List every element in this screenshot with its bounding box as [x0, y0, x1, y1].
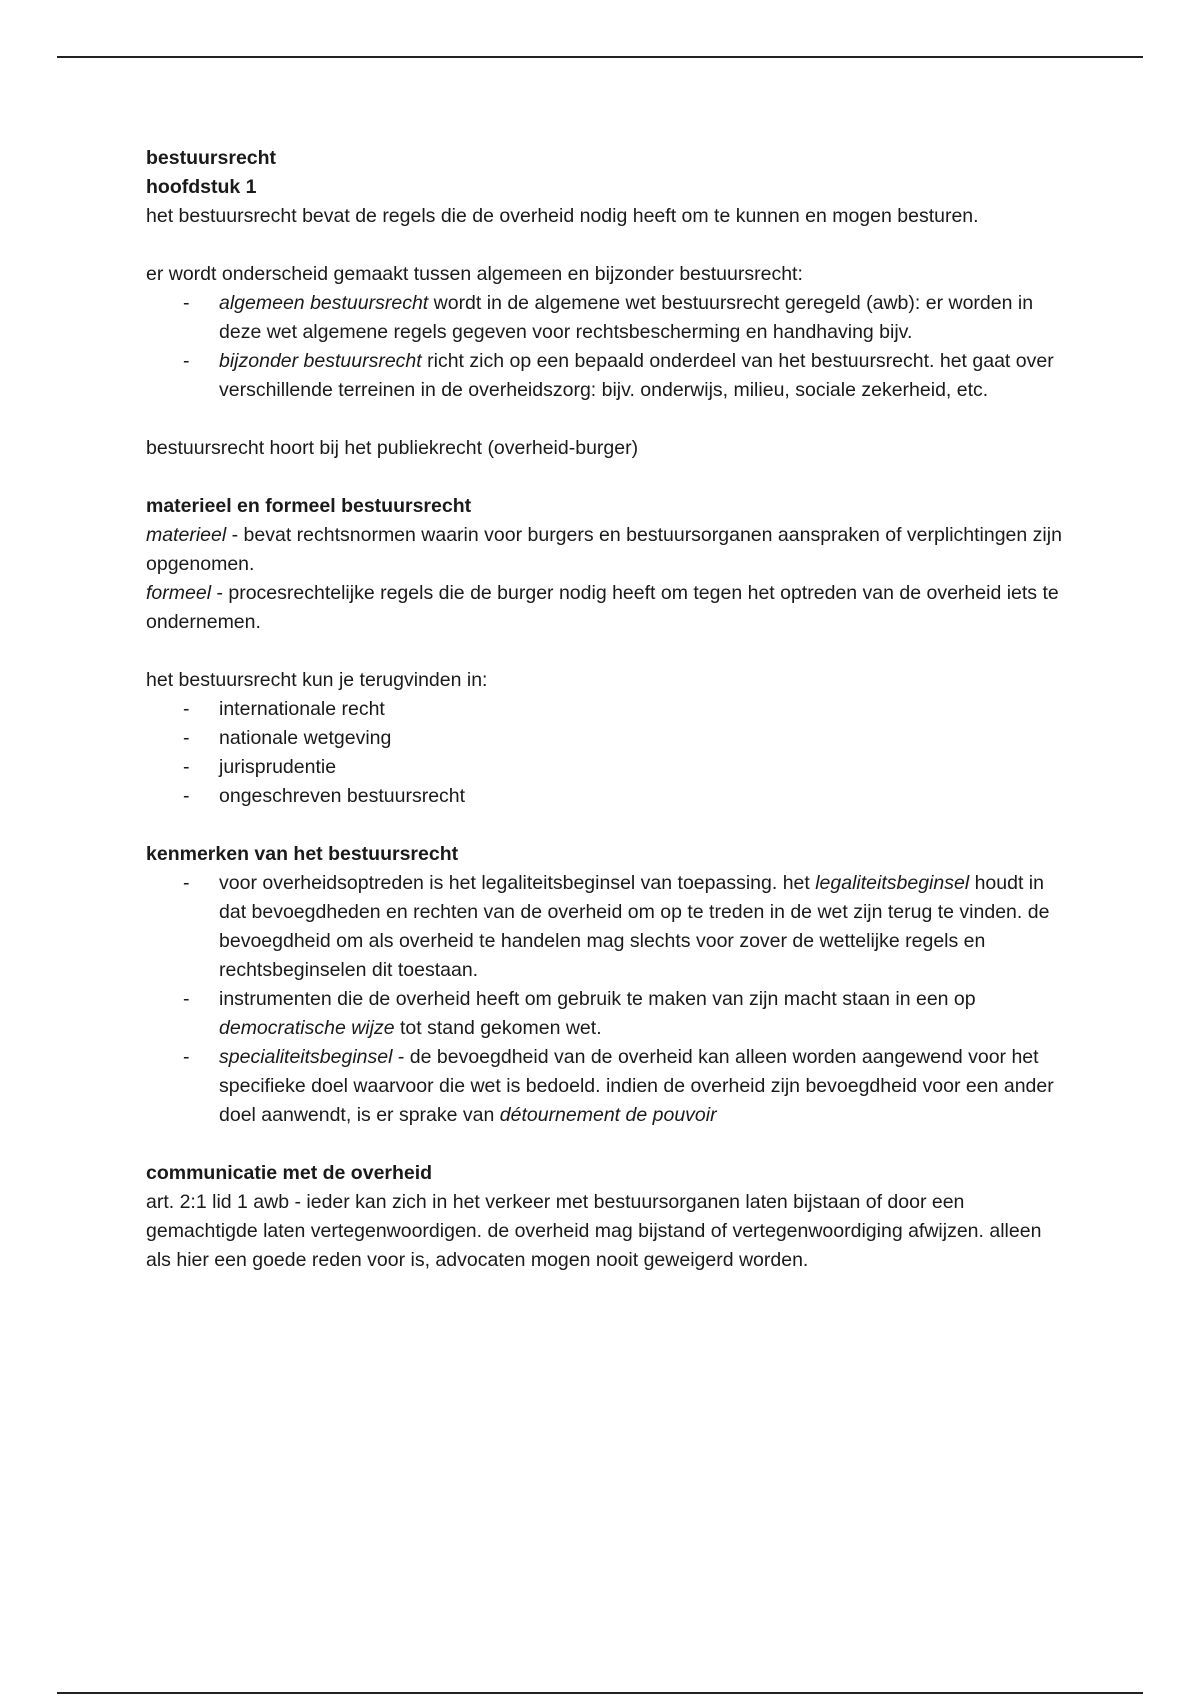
term-legaliteitsbeginsel: legaliteitsbeginsel: [815, 872, 970, 894]
distinction-lead: er wordt onderscheid gemaakt tussen algemeen en bijzonder bestuursrecht:: [146, 263, 803, 285]
list-item: - internationale recht: [219, 695, 1066, 724]
chapter-heading: hoofdstuk 1: [146, 176, 257, 198]
list-item: - nationale wetgeving: [219, 724, 1066, 753]
list-item-text: richt zich op een bepaald onderdeel van het bestuursrecht. het gaat over verschillende terreinen in de overheidszorg: bijv. onderwijs, milieu, sociale zekerheid, etc.: [219, 350, 1054, 401]
footer-rule: [57, 1692, 1143, 1694]
section-heading-kenmerken: kenmerken van het bestuursrecht: [146, 843, 459, 865]
list-item: - jurisprudentie: [219, 753, 1066, 782]
term-formeel: formeel: [146, 582, 212, 604]
term-detournement-de-pouvoir: détournement de pouvoir: [499, 1104, 717, 1126]
distinction-list: [146, 289, 1066, 405]
section-heading-materieel: materieel en formeel bestuursrecht: [146, 495, 472, 517]
list-item: - ongeschreven bestuursrecht: [219, 782, 1066, 811]
list-item: - voor overheidsoptreden is het legaliteitsbeginsel van toepassing. het legaliteitsbeginsel houdt in dat bevoegdheden en rechten van de overheid om op te treden in de wet zijn terug te vinden. de bevoegdheid om als overheid te handelen mag slechts voor zover de wettelijke regels en rechtsbeginselen dit toestaan.: [219, 869, 1066, 985]
term-materieel: materieel: [146, 524, 227, 546]
list-item: [219, 289, 1066, 347]
intro-paragraph: het bestuursrecht bevat de regels die de overheid nodig heeft om te kunnen en mogen besturen.: [146, 205, 979, 227]
sources-lead: het bestuursrecht kun je terugvinden in:: [146, 669, 488, 691]
formeel-paragraph: formeel - procesrechtelijke regels die de burger nodig heeft om tegen het optreden van de overheid iets te ondernemen.: [146, 582, 1059, 633]
public-law-paragraph: bestuursrecht hoort bij het publiekrecht (overheid-burger): [146, 437, 639, 459]
list-item: - instrumenten die de overheid heeft om gebruik te maken van zijn macht staan in een op democratische wijze tot stand gekomen wet.: [219, 985, 1066, 1043]
header-rule: [57, 56, 1143, 58]
term-bijzonder: bijzonder bestuursrecht: [219, 350, 422, 372]
section-heading-communicatie: communicatie met de overheid: [146, 1162, 433, 1184]
term-democratische-wijze: democratische wijze: [219, 1017, 395, 1039]
document-title: bestuursrecht: [146, 147, 277, 169]
materieel-paragraph: materieel - bevat rechtsnormen waarin voor burgers en bestuursorganen aanspraken of verplichtingen zijn opgenomen.: [146, 524, 1062, 575]
sources-list: [146, 695, 1066, 811]
list-item: [219, 347, 1066, 405]
document-body: [146, 144, 1066, 1275]
term-algemeen: algemeen bestuursrecht: [219, 292, 429, 314]
communication-paragraph: art. 2:1 lid 1 awb - ieder kan zich in het verkeer met bestuursorganen laten bijstaan of door een gemachtigde laten vertegenwoordigen. de overheid mag bijstand of vertegenwoordiging afwijzen. alleen als hier een goede reden voor is, advocaten mogen nooit geweigerd worden.: [146, 1191, 1042, 1271]
list-item-text: wordt in de algemene wet bestuursrecht geregeld (awb): er worden in deze wet algemene regels gegeven voor rechtsbescherming en handhaving bijv.: [219, 292, 1034, 343]
features-list: [146, 869, 1066, 1130]
term-specialiteitsbeginsel: specialiteitsbeginsel: [219, 1046, 393, 1068]
list-item: - specialiteitsbeginsel - de bevoegdheid van de overheid kan alleen worden aangewend voor het specifieke doel waarvoor die wet is bedoeld. indien de overheid zijn bevoegdheid voor een ander doel aanwendt, is er sprake van détournement de pouvoir: [219, 1043, 1066, 1130]
